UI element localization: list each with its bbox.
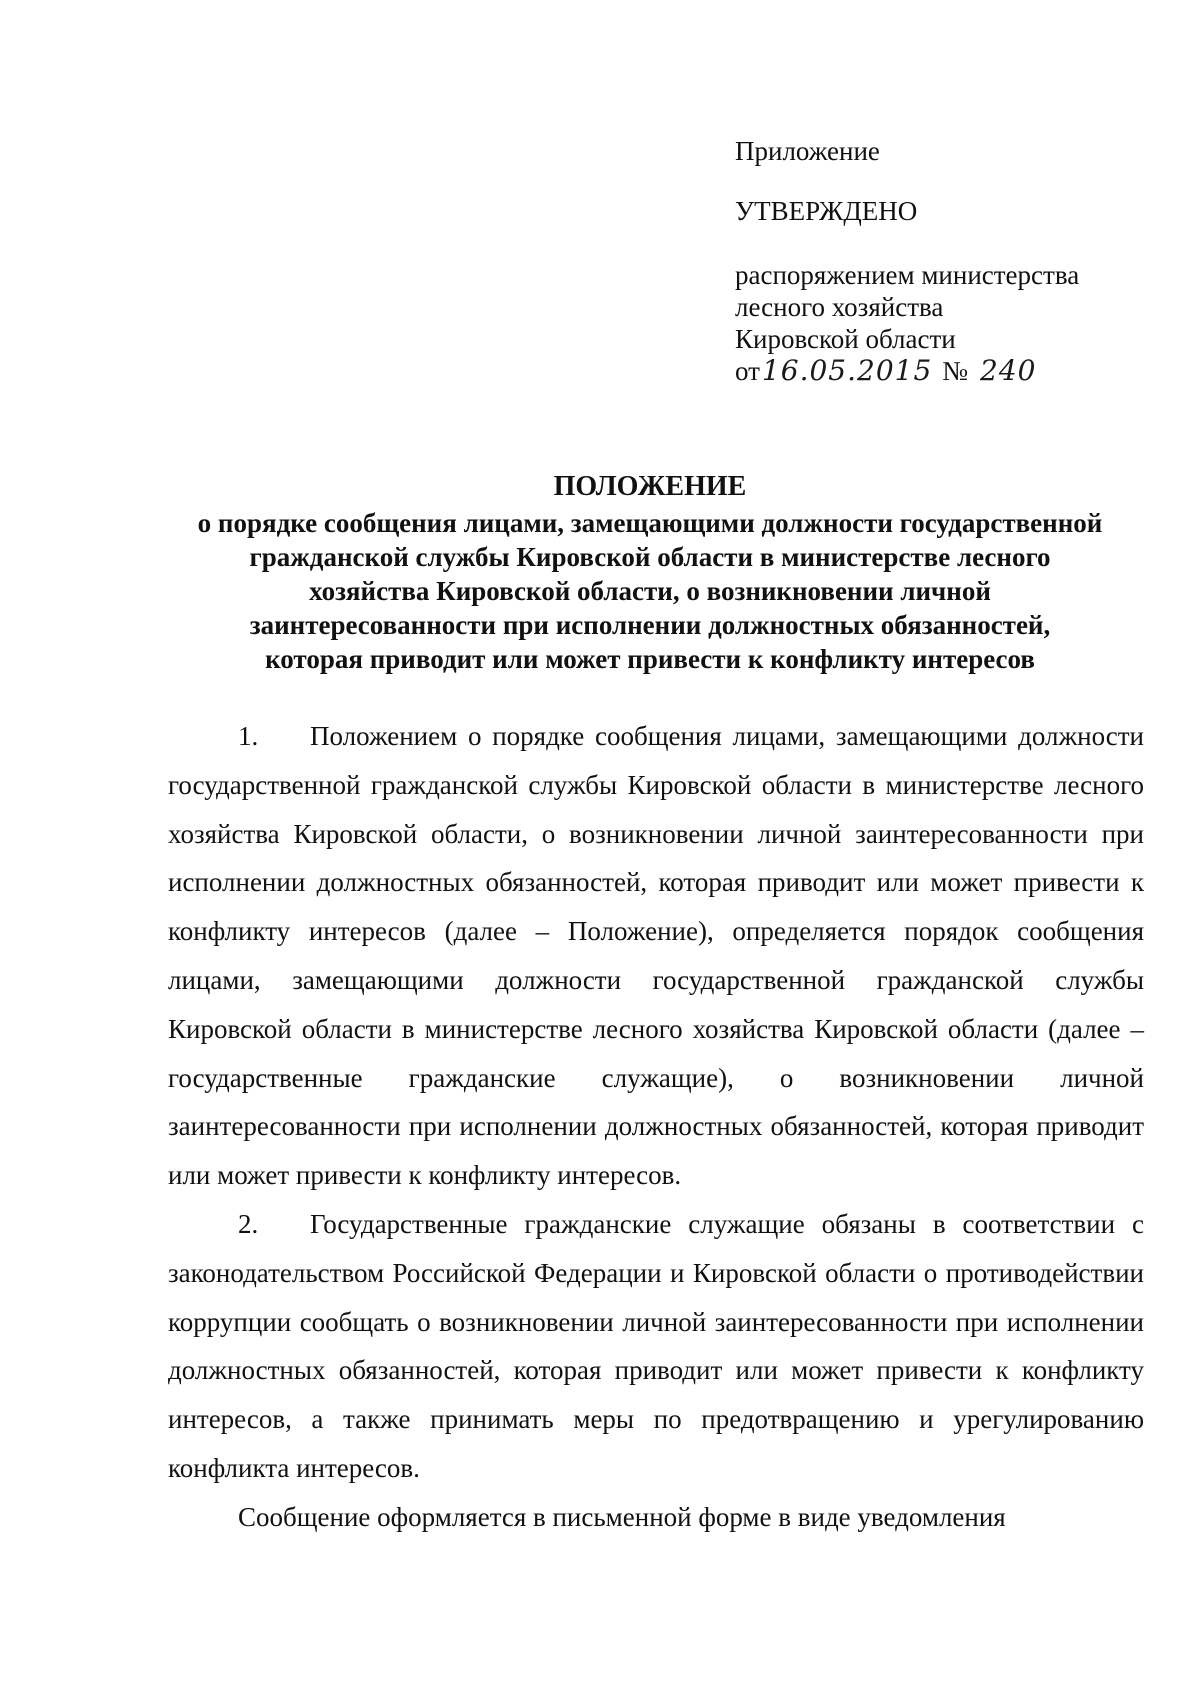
approved-label: УТВЕРЖДЕНО (735, 196, 918, 226)
subtitle-line-1: о порядке сообщения лицами, замещающими должности государственной (197, 508, 1103, 538)
paragraph-text: Государственные гражданские служащие обязаны в соответствии с законодательством Российской Федерации и Кировской области о противодействии коррупции сообщать о возникновении личной заинтересованности при исполнении должностных обязанностей, которая приводит или может привести к конфликту интересов, а также принимать меры по предотвращению и урегулированию конфликта интересов. (168, 1208, 1144, 1483)
subtitle-line-4: заинтересованности при исполнении должностных обязанностей, (249, 610, 1051, 640)
date-prefix: от (735, 356, 760, 386)
handwritten-number: 240 (980, 354, 1037, 387)
subtitle-line-3: хозяйства Кировской области, о возникновении личной (309, 576, 991, 606)
subtitle-line-5: которая приводит или может привести к конфликту интересов (265, 644, 1035, 674)
subtitle-line-2: гражданской службы Кировской области в министерстве лесного (249, 542, 1051, 572)
handwritten-date: 16.05.2015 (761, 354, 933, 387)
paragraph-text: Сообщение оформляется в письменной форме в виде уведомления (238, 1501, 1006, 1532)
approver-line-3: Кировской области (735, 324, 956, 354)
document-heading: ПОЛОЖЕНИЕ (553, 471, 747, 502)
approver-line-2: лесного хозяйства (735, 292, 944, 322)
paragraph-number: 2. (238, 1208, 259, 1239)
approver-line-1: распоряжением министерства (735, 260, 1080, 290)
date-number-line (735, 355, 1155, 387)
number-sign: № (942, 356, 969, 386)
paragraph-text: Положением о порядке сообщения лицами, замещающими должности государственной гражданской службы Кировской области в министерстве лесного хозяйства Кировской области, о возникновении личной заинтересованности при исполнении должностных обязанностей, которая приводит или может привести к конфликту интересов (далее – Положение), определяется порядок сообщения лицами, замещающими должности государственной гражданской службы Кировской области в министерстве лесного хозяйства Кировской области (далее – государственные гражданские служащие), о возникновении личной заинтересованности при исполнении должностных обязанностей, которая приводит или может привести к конфликту интересов. (168, 721, 1144, 1191)
paragraph-2 (168, 1200, 1144, 1493)
paragraph-3 (168, 1493, 1144, 1542)
document-body (168, 712, 1144, 1542)
paragraph-1 (168, 712, 1144, 1200)
paragraph-number: 1. (238, 721, 259, 751)
document-title-block (150, 470, 1150, 676)
approval-stamp-block (735, 135, 1155, 387)
appendix-label: Приложение (735, 136, 880, 166)
